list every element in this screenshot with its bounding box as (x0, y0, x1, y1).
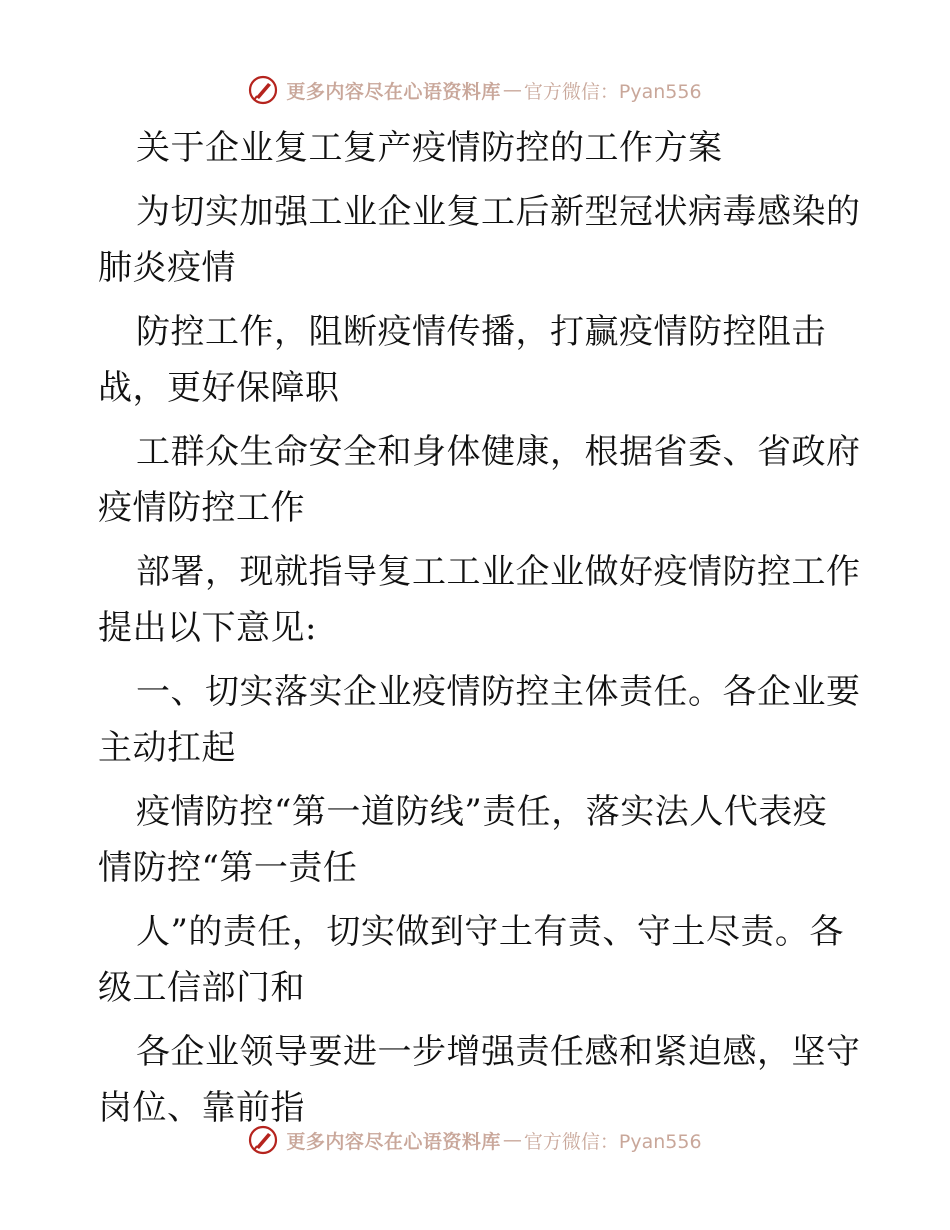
watermark-text: 更多内容尽在心语资料库 (286, 80, 501, 103)
doc-line: 情防控“第一责任 (98, 848, 358, 888)
doc-line: 一、切实落实企业疫情防控主体责任。各企业要 (136, 672, 861, 712)
doc-line: 人”的责任，切实做到守土有责、守土尽责。各 (136, 912, 844, 952)
doc-line: 部署，现就指导复工工业企业做好疫情防控工作 (136, 552, 861, 592)
doc-line: 战，更好保障职 (98, 368, 340, 408)
doc-line: 为切实加强工业企业复工后新型冠状病毒感染的 (136, 192, 861, 232)
doc-line: 疫情防控工作 (98, 488, 305, 528)
doc-line: 疫情防控“第一道防线”责任，落实法人代表疫 (136, 792, 828, 832)
watermark-contact: 官方微信：Pyan556 (523, 80, 702, 103)
watermark-footer (0, 1120, 950, 1160)
doc-line: 级工信部门和 (98, 968, 305, 1008)
watermark-header (0, 70, 950, 110)
watermark-dash: — (502, 1129, 522, 1151)
doc-line: 肺炎疫情 (98, 248, 236, 288)
doc-line: 工群众生命安全和身体健康，根据省委、省政府 (136, 432, 861, 472)
doc-line: 防控工作，阻断疫情传播，打赢疫情防控阻击 (136, 312, 826, 352)
watermark-text: 更多内容尽在心语资料库 (286, 1130, 501, 1153)
watermark-contact: 官方微信：Pyan556 (523, 1130, 702, 1153)
doc-line: 提出以下意见: (98, 608, 317, 648)
quill-logo-icon (248, 1125, 278, 1155)
quill-logo-icon (248, 75, 278, 105)
doc-title: 关于企业复工复产疫情防控的工作方案 (136, 128, 723, 168)
doc-line: 主动扛起 (98, 728, 236, 768)
doc-line: 岗位、靠前指 (98, 1088, 305, 1128)
watermark-dash: — (502, 79, 522, 101)
doc-line: 各企业领导要进一步增强责任感和紧迫感，坚守 (136, 1032, 861, 1072)
document-body (98, 120, 861, 1136)
